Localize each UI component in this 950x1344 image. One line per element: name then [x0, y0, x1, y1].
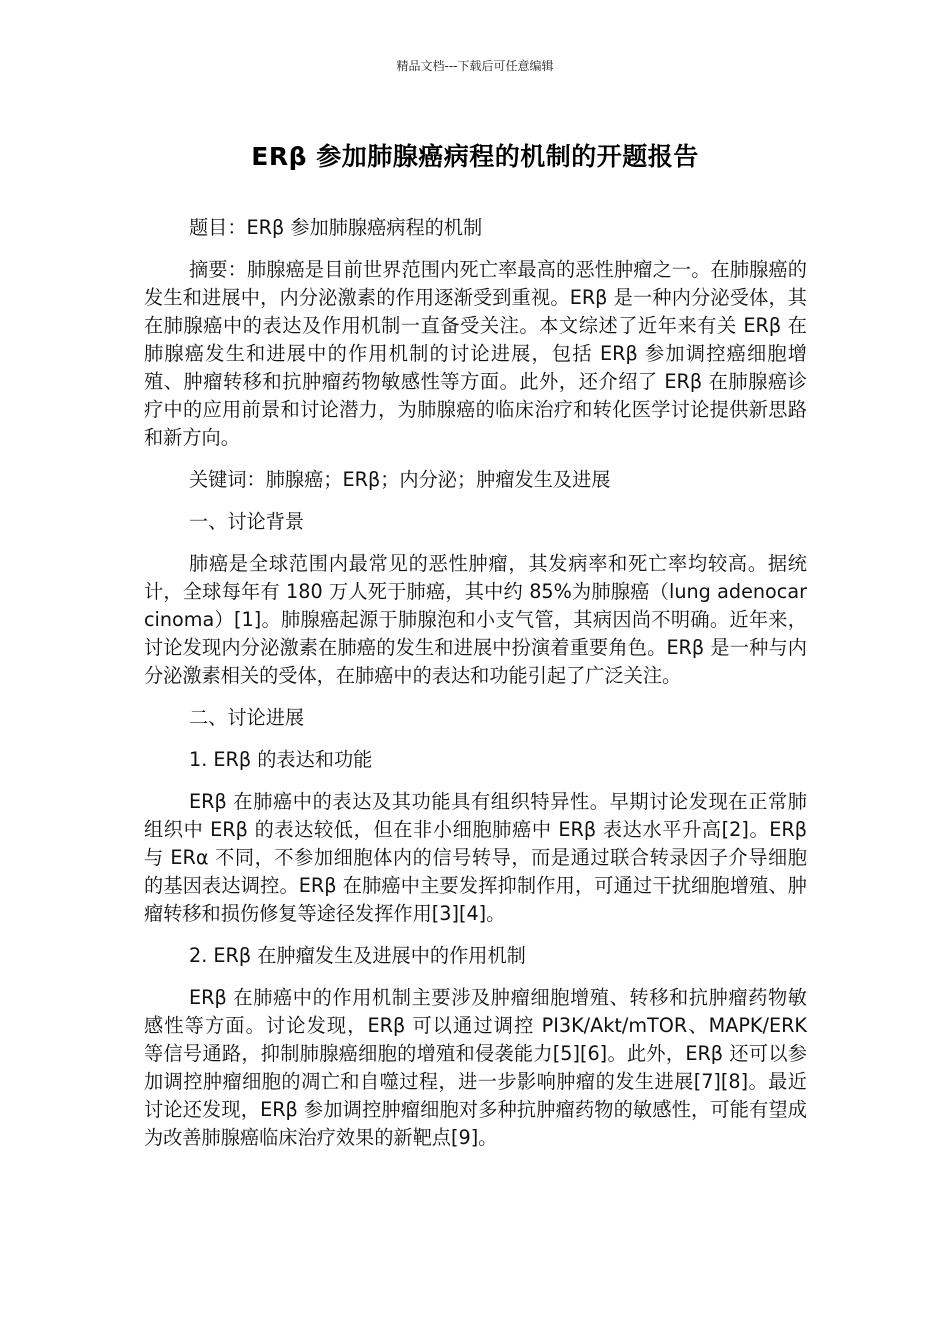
- subsection-heading-expression: 1. ERβ 的表达和功能: [189, 748, 373, 771]
- subsection-heading-mechanism: 2. ERβ 在肿瘤发生及进展中的作用机制: [189, 944, 526, 967]
- section-heading-background: 一、讨论背景: [189, 510, 305, 533]
- section-heading-progress: 二、讨论进展: [189, 706, 305, 729]
- background-paragraph: 肺癌是全球范围内最常见的恶性肿瘤，其发病率和死亡率均较高。据统计，全球每年有 180 万人死于肺癌，其中约 85%为肺腺癌（lung adenocarcinoma）[1]。肺腺癌起源于肺腺泡和小支气管，其病因尚不明确。近年来，讨论发现内分泌激素在肺癌的发生和进展中扮演着重要角色。ERβ 是一种与内分泌激素相关的受体，在肺癌中的表达和功能引起了广泛关注。: [144, 552, 807, 687]
- keywords-paragraph: 关键词：肺腺癌；ERβ；内分泌；肿瘤发生及进展: [189, 468, 611, 491]
- page-header-note: 精品文档---下载后可任意编辑: [396, 59, 554, 73]
- document-body: [144, 214, 807, 1166]
- document-title: ERβ 参加肺腺癌病程的机制的开题报告: [251, 142, 699, 171]
- expression-paragraph: ERβ 在肺癌中的表达及其功能具有组织特异性。早期讨论发现在正常肺组织中 ERβ 的表达较低，但在非小细胞肺癌中 ERβ 表达水平升高[2]。ERβ 与 ERα 不同，不参加细胞体内的信号转导，而是通过联合转录因子介导细胞的基因表达调控。ERβ 在肺癌中主要发挥抑制作用，可通过干扰细胞增殖、肿瘤转移和损伤修复等途径发挥作用[3][4]。: [144, 790, 807, 925]
- mechanism-paragraph: ERβ 在肺癌中的作用机制主要涉及肿瘤细胞增殖、转移和抗肿瘤药物敏感性等方面。讨论发现，ERβ 可以通过调控 PI3K/Akt/mTOR、MAPK/ERK 等信号通路，抑制肺腺癌细胞的增殖和侵袭能力[5][6]。此外，ERβ 还可以参加调控肿瘤细胞的凋亡和自噬过程，进一步影响肿瘤的发生进展[7][8]。最近讨论还发现，ERβ 参加调控肿瘤细胞对多种抗肿瘤药物的敏感性，可能有望成为改善肺腺癌临床治疗效果的新靶点[9]。: [144, 986, 807, 1149]
- abstract-paragraph: 摘要：肺腺癌是目前世界范围内死亡率最高的恶性肿瘤之一。在肺腺癌的发生和进展中，内分泌激素的作用逐渐受到重视。ERβ 是一种内分泌受体，其在肺腺癌中的表达及作用机制一直备受关注。本文综述了近年来有关 ERβ 在肺腺癌发生和进展中的作用机制的讨论进展，包括 ERβ 参加调控癌细胞增殖、肿瘤转移和抗肿瘤药物敏感性等方面。此外，还介绍了 ERβ 在肺腺癌诊疗中的应用前景和讨论潜力，为肺腺癌的临床治疗和转化医学讨论提供新思路和新方向。: [144, 258, 807, 449]
- topic-paragraph: 题目：ERβ 参加肺腺癌病程的机制: [189, 216, 483, 239]
